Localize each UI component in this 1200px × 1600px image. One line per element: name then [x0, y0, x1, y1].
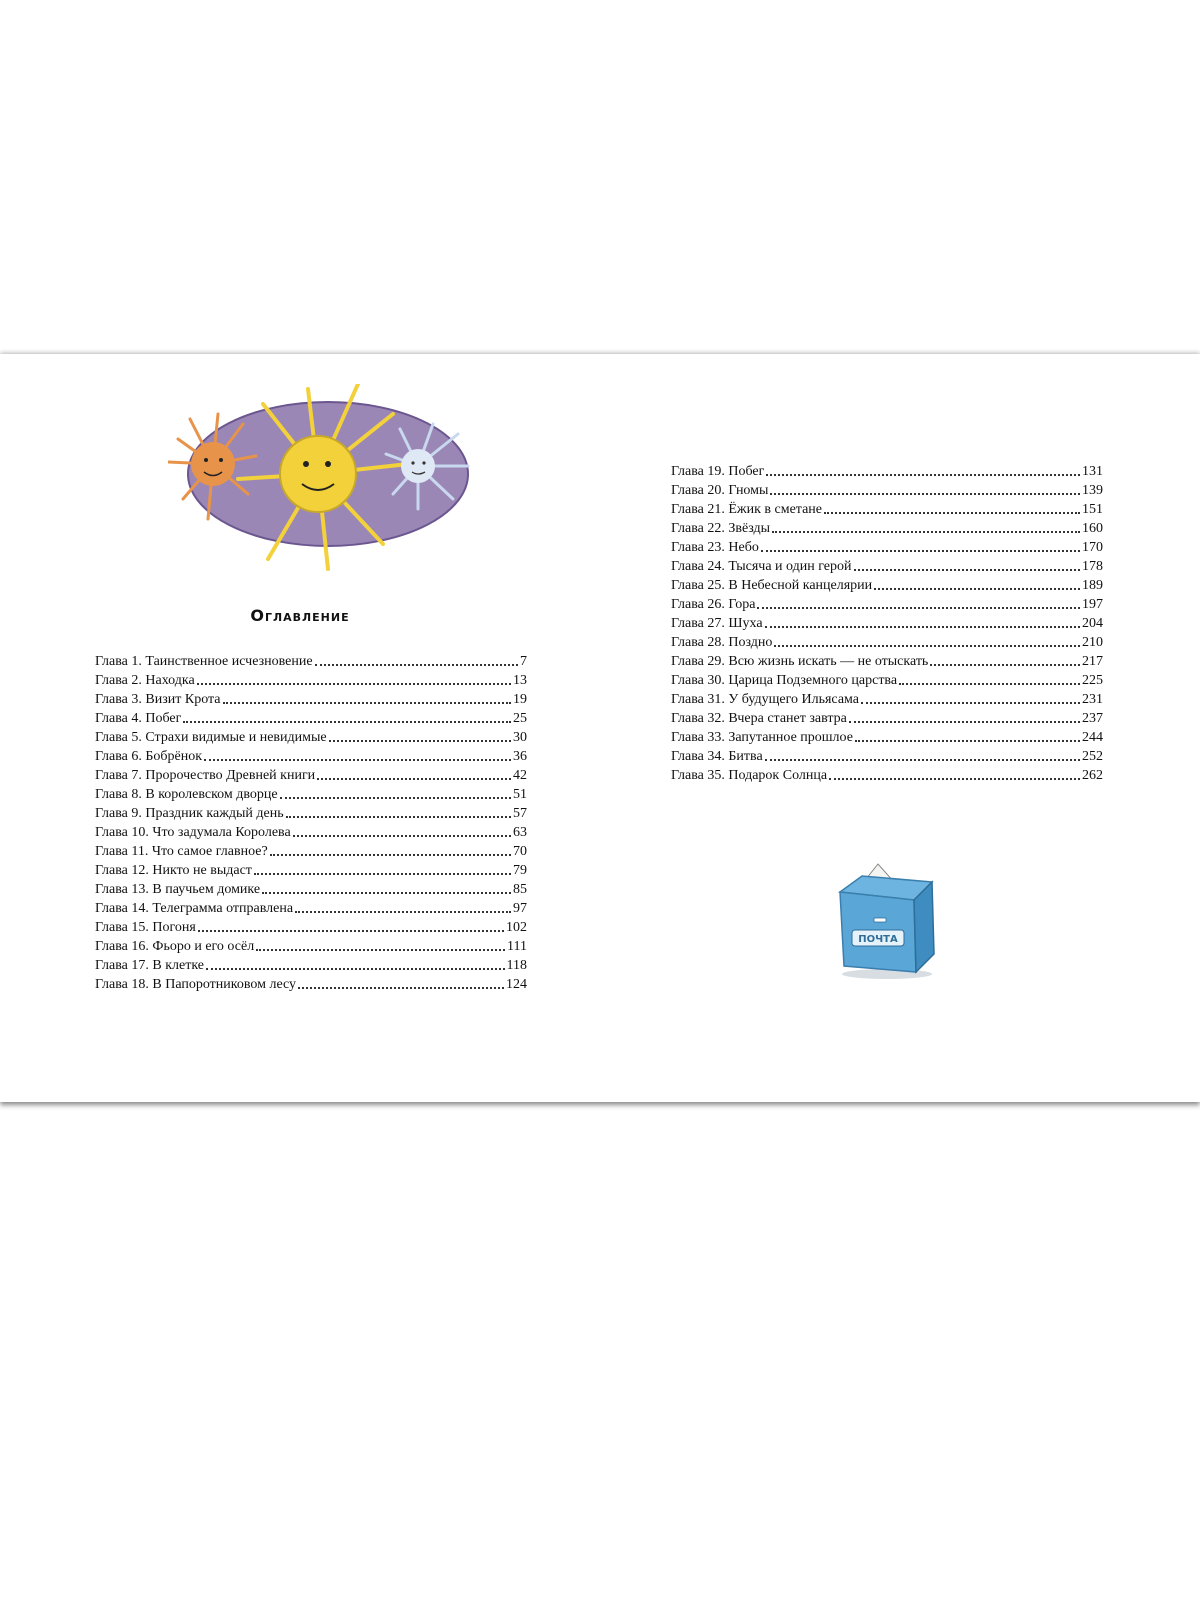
dot-leader [761, 550, 1080, 552]
toc-entry-page: 7 [520, 654, 527, 669]
toc-entry-title: Глава 24. Тысяча и один герой [671, 559, 852, 574]
dot-leader [855, 740, 1080, 742]
toc-entry-page: 160 [1082, 521, 1103, 536]
toc-entry [671, 766, 1103, 785]
toc-entry-page: 210 [1082, 635, 1103, 650]
toc-entry-page: 131 [1082, 464, 1103, 479]
toc-entry [671, 728, 1103, 747]
dot-leader [899, 683, 1080, 685]
toc-entry [95, 842, 527, 861]
toc-entry-page: 57 [513, 806, 527, 821]
toc-entry [671, 747, 1103, 766]
toc-entry [671, 671, 1103, 690]
toc-entry [95, 804, 527, 823]
toc-entry-page: 262 [1082, 768, 1103, 783]
toc-entry-title: Глава 7. Пророчество Древней книги [95, 768, 316, 783]
toc-entry [95, 899, 527, 918]
toc-entry [95, 671, 527, 690]
toc-entry-page: 97 [513, 901, 527, 916]
toc-entry [671, 557, 1103, 576]
toc-entry-page: 178 [1082, 559, 1103, 574]
toc-entry [671, 538, 1103, 557]
toc-entry-page: 252 [1082, 749, 1103, 764]
dot-leader [861, 702, 1080, 704]
toc-entry-page: 225 [1082, 673, 1103, 688]
toc-entry-page: 111 [507, 939, 527, 954]
toc-entry-title: Глава 21. Ёжик в сметане [671, 502, 823, 517]
dot-leader [198, 930, 504, 932]
toc-entry [671, 709, 1103, 728]
toc-list-right [671, 462, 1103, 785]
toc-entry-page: 237 [1082, 711, 1103, 726]
toc-entry-title: Глава 3. Визит Крота [95, 692, 221, 707]
toc-entry-title: Глава 25. В Небесной канцелярии [671, 578, 873, 593]
toc-entry-title: Глава 2. Находка [95, 673, 195, 688]
toc-entry-title: Глава 30. Царица Подземного царства [671, 673, 898, 688]
dot-leader [774, 645, 1080, 647]
toc-entry [95, 956, 527, 975]
toc-heading: Оглавление [250, 606, 350, 625]
dot-leader [254, 873, 511, 875]
dot-leader [315, 664, 518, 666]
dot-leader [270, 854, 511, 856]
toc-entry [671, 690, 1103, 709]
toc-entry [671, 595, 1103, 614]
toc-entry [95, 937, 527, 956]
toc-entry-title: Глава 22. Звёзды [671, 521, 771, 536]
toc-entry-title: Глава 12. Никто не выдаст [95, 863, 252, 878]
toc-entry [671, 652, 1103, 671]
toc-entry [671, 462, 1103, 481]
mailbox-illustration [832, 862, 942, 980]
dot-leader [829, 778, 1080, 780]
toc-entry-title: Глава 5. Страхи видимые и невидимые [95, 730, 327, 745]
dot-leader [298, 987, 504, 989]
toc-entry-page: 42 [513, 768, 527, 783]
toc-entry-page: 231 [1082, 692, 1103, 707]
toc-entry-title: Глава 29. Всю жизнь искать — не отыскать [671, 654, 929, 669]
dot-leader [930, 664, 1080, 666]
toc-entry-title: Глава 15. Погоня [95, 920, 196, 935]
dot-leader [757, 607, 1080, 609]
toc-entry-title: Глава 27. Шуха [671, 616, 763, 631]
left-page [0, 354, 600, 1102]
toc-entry [95, 747, 527, 766]
toc-entry-title: Глава 1. Таинственное исчезновение [95, 654, 313, 669]
toc-entry-title: Глава 35. Подарок Солнца [671, 768, 828, 783]
toc-entry-page: 102 [506, 920, 527, 935]
toc-entry-page: 13 [513, 673, 527, 688]
toc-entry-page: 63 [513, 825, 527, 840]
toc-entry-page: 124 [506, 977, 527, 992]
toc-entry [95, 975, 527, 994]
toc-entry-title: Глава 31. У будущего Ильясама [671, 692, 860, 707]
toc-entry-title: Глава 11. Что самое главное? [95, 844, 268, 859]
toc-entry-title: Глава 19. Побег [671, 464, 765, 479]
toc-entry-page: 118 [506, 958, 527, 973]
dot-leader [223, 702, 511, 704]
toc-entry [95, 880, 527, 899]
dot-leader [206, 968, 505, 970]
toc-entry [671, 614, 1103, 633]
toc-entry-page: 51 [513, 787, 527, 802]
toc-entry-page: 85 [513, 882, 527, 897]
toc-entry-title: Глава 32. Вчера станет завтра [671, 711, 847, 726]
toc-entry-title: Глава 26. Гора [671, 597, 756, 612]
dot-leader [329, 740, 511, 742]
toc-entry-page: 79 [513, 863, 527, 878]
right-page [600, 354, 1200, 1102]
dot-leader [286, 816, 511, 818]
toc-entry-title: Глава 23. Небо [671, 540, 759, 555]
toc-entry-title: Глава 18. В Папоротниковом лесу [95, 977, 297, 992]
toc-entry [671, 500, 1103, 519]
toc-entry [95, 823, 527, 842]
dot-leader [849, 721, 1080, 723]
toc-entry-title: Глава 6. Бобрёнок [95, 749, 203, 764]
dot-leader [280, 797, 511, 799]
dot-leader [765, 759, 1080, 761]
toc-entry-title: Глава 13. В паучьем домике [95, 882, 261, 897]
toc-entry-page: 204 [1082, 616, 1103, 631]
toc-entry-page: 170 [1082, 540, 1103, 555]
toc-entry [671, 576, 1103, 595]
dot-leader [293, 835, 511, 837]
dot-leader [770, 493, 1080, 495]
toc-entry-page: 151 [1082, 502, 1103, 517]
three-suns-illustration [168, 384, 478, 574]
toc-entry-title: Глава 17. В клетке [95, 958, 205, 973]
dot-leader [874, 588, 1080, 590]
toc-entry-page: 36 [513, 749, 527, 764]
toc-entry-title: Глава 10. Что задумала Королева [95, 825, 291, 840]
dot-leader [317, 778, 511, 780]
dot-leader [256, 949, 505, 951]
dot-leader [204, 759, 511, 761]
dot-leader [772, 531, 1080, 533]
toc-entry [95, 785, 527, 804]
toc-entry-page: 70 [513, 844, 527, 859]
toc-entry-page: 19 [513, 692, 527, 707]
toc-entry [95, 861, 527, 880]
toc-entry-page: 189 [1082, 578, 1103, 593]
toc-entry-title: Глава 14. Телеграмма отправлена [95, 901, 294, 916]
toc-entry [95, 728, 527, 747]
toc-entry-title: Глава 28. Поздно [671, 635, 773, 650]
mailbox-label: ПОЧТА [858, 934, 898, 945]
toc-entry-page: 244 [1082, 730, 1103, 745]
dot-leader [197, 683, 511, 685]
dot-leader [262, 892, 511, 894]
dot-leader [295, 911, 511, 913]
toc-list-left [95, 652, 527, 994]
dot-leader [765, 626, 1080, 628]
toc-entry [95, 918, 527, 937]
dot-leader [854, 569, 1080, 571]
toc-entry [95, 709, 527, 728]
toc-entry [95, 690, 527, 709]
toc-entry [671, 481, 1103, 500]
book-spread [0, 354, 1200, 1102]
toc-entry-page: 217 [1082, 654, 1103, 669]
toc-entry-title: Глава 8. В королевском дворце [95, 787, 278, 802]
toc-entry-title: Глава 33. Запутанное прошлое [671, 730, 853, 745]
toc-entry-page: 197 [1082, 597, 1103, 612]
dot-leader [824, 512, 1080, 514]
toc-entry-title: Глава 9. Праздник каждый день [95, 806, 284, 821]
toc-entry [95, 652, 527, 671]
toc-entry-title: Глава 16. Фьоро и его осёл [95, 939, 255, 954]
toc-entry-page: 25 [513, 711, 527, 726]
toc-entry-title: Глава 4. Побег [95, 711, 182, 726]
dot-leader [183, 721, 511, 723]
dot-leader [766, 474, 1080, 476]
toc-entry-title: Глава 20. Гномы [671, 483, 769, 498]
toc-entry [95, 766, 527, 785]
toc-entry-title: Глава 34. Битва [671, 749, 763, 764]
toc-entry [671, 519, 1103, 538]
toc-entry [671, 633, 1103, 652]
toc-entry-page: 139 [1082, 483, 1103, 498]
toc-entry-page: 30 [513, 730, 527, 745]
